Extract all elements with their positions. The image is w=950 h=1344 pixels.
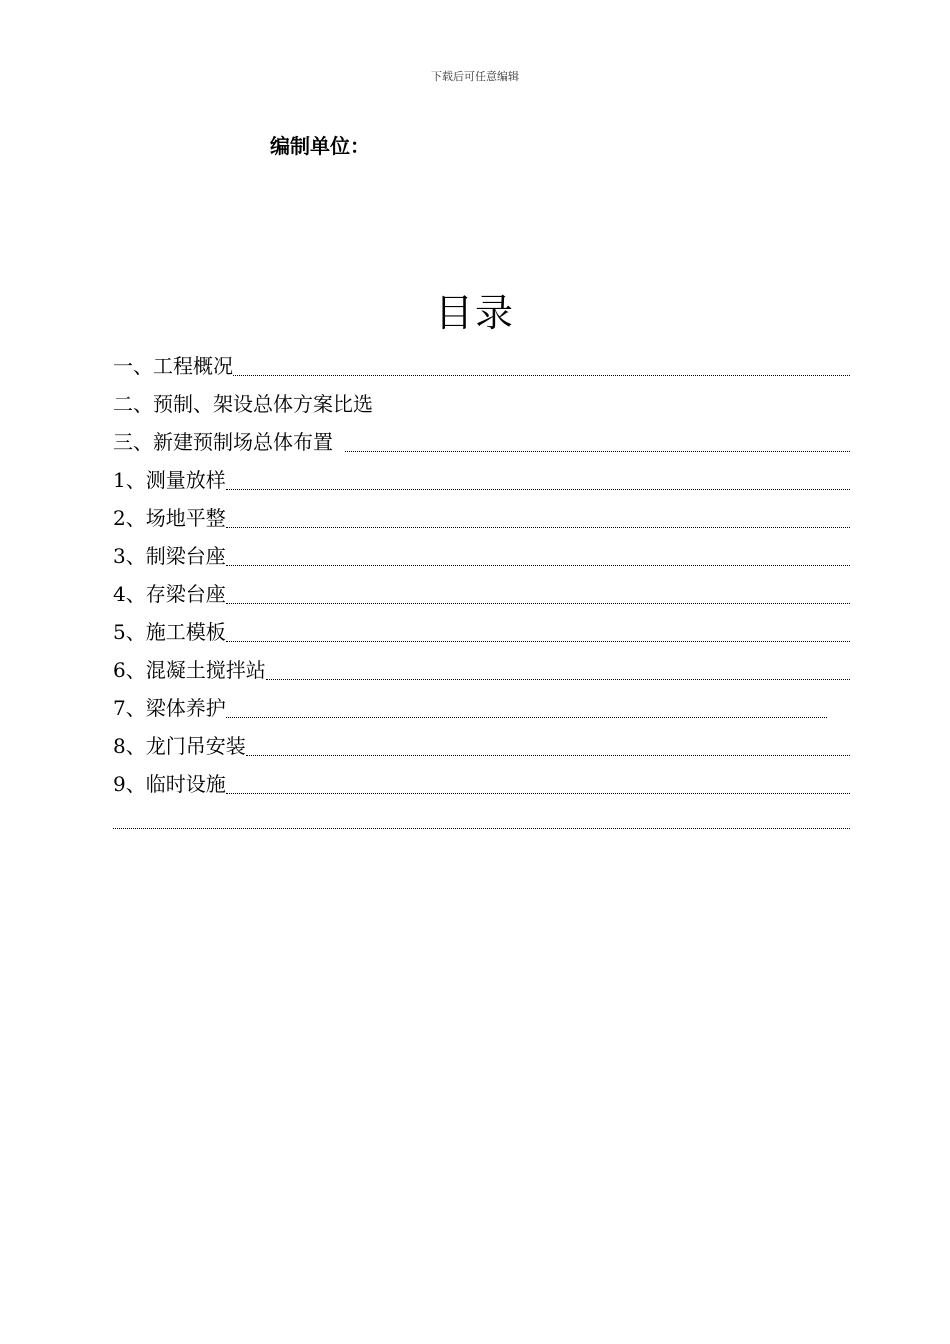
toc-item-label: 三、新建预制场总体布置 [113,430,333,454]
toc-leader [226,488,850,490]
toc-list [113,346,850,802]
trailing-dotted-rule [113,828,850,829]
toc-item[interactable] [113,726,850,764]
toc-item-label: 6、混凝土搅拌站 [113,658,266,682]
toc-item[interactable] [113,764,850,802]
toc-leader [233,374,850,376]
toc-leader [226,526,850,528]
toc-item[interactable] [113,536,850,574]
toc-item[interactable] [113,346,850,384]
toc-item[interactable] [113,384,850,422]
toc-leader [226,602,850,604]
toc-item[interactable] [113,422,850,460]
toc-item[interactable] [113,688,850,726]
toc-item[interactable] [113,498,850,536]
toc-item-label: 9、临时设施 [113,772,226,796]
toc-item-label: 5、施工模板 [113,620,226,644]
toc-title: 目录 [434,291,515,335]
toc-item[interactable] [113,612,850,650]
toc-leader [246,754,850,756]
toc-leader [226,564,850,566]
toc-item[interactable] [113,574,850,612]
toc-item-label: 1、测量放样 [113,468,226,492]
toc-item-label: 4、存梁台座 [113,582,226,606]
toc-item-label: 8、龙门吊安装 [113,734,246,758]
toc-leader [345,450,850,452]
compiler-label: 编制单位： [270,134,370,158]
toc-leader [226,716,827,718]
toc-item-label: 3、制梁台座 [113,544,226,568]
toc-item[interactable] [113,650,850,688]
toc-leader [266,678,850,680]
toc-item-label: 二、预制、架设总体方案比选 [113,392,373,416]
toc-leader [226,640,850,642]
toc-item-label: 一、工程概况 [113,354,233,378]
toc-item-label: 2、场地平整 [113,506,226,530]
toc-leader [226,792,850,794]
toc-leader [373,413,850,414]
toc-item-label: 7、梁体养护 [113,696,226,720]
toc-item[interactable] [113,460,850,498]
header-note: 下载后可任意编辑 [431,70,519,83]
